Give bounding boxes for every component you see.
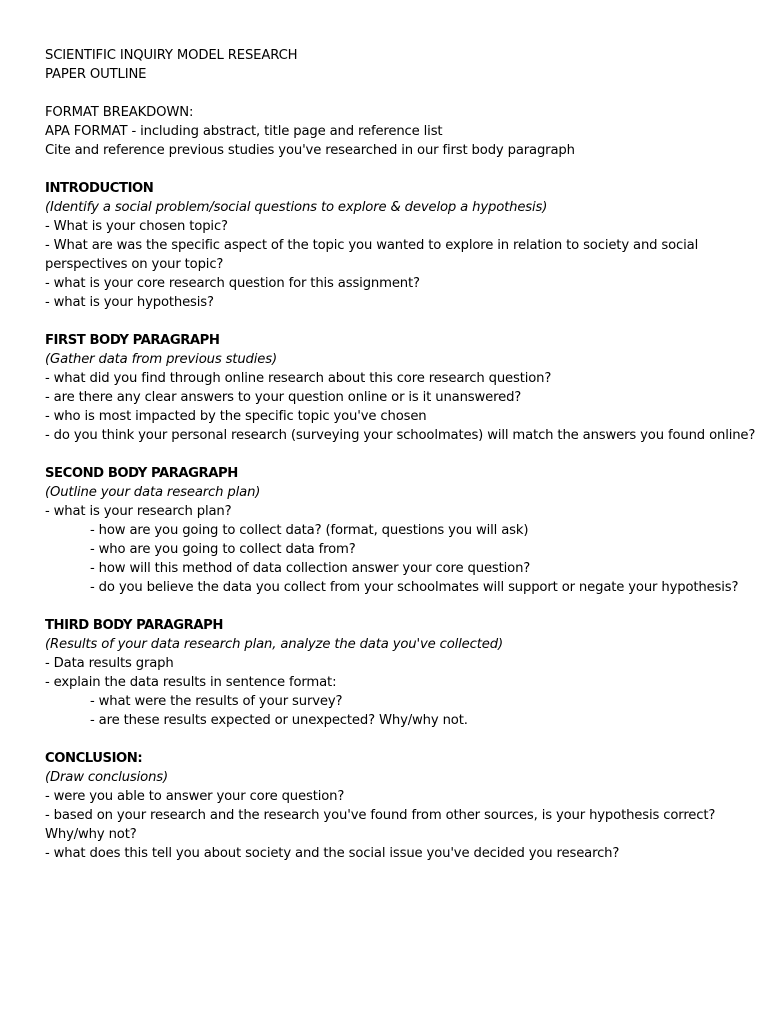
spacer [45,84,745,103]
second-body-heading: SECOND BODY PARAGRAPH [45,466,238,481]
introduction-item: - What are was the specific aspect of the topic you wanted to explore in relation to society and social perspectives on your topic? [45,238,699,272]
conclusion-item: - were you able to answer your core question? [45,789,345,804]
second-body-subitem: - who are you going to collect data from? [90,542,356,557]
format-item: APA FORMAT - including abstract, title page and reference list [45,124,443,139]
third-body-subtitle: (Results of your data research plan, analyze the data you've collected) [45,637,503,652]
first-body-section [45,331,756,445]
document-title-line-2: PAPER OUTLINE [45,67,147,82]
introduction-heading: INTRODUCTION [45,181,154,196]
introduction-subtitle: (Identify a social problem/social questions to explore & develop a hypothesis) [45,200,548,215]
format-label: FORMAT BREAKDOWN: [45,105,194,120]
introduction-item: - what is your hypothesis? [45,295,214,310]
first-body-heading: FIRST BODY PARAGRAPH [45,333,220,348]
first-body-item: - what did you find through online research about this core research question? [45,371,552,386]
third-body-item: - Data results graph [45,656,174,671]
third-body-subitem: - what were the results of your survey? [90,694,343,709]
third-body-subitem: - are these results expected or unexpected? Why/why not. [90,713,468,728]
first-body-item: - do you think your personal research (surveying your schoolmates) will match the answers you found online? [45,428,756,443]
conclusion-section [45,749,745,863]
conclusion-item: - based on your research and the research you've found from other sources, is your hypothesis correct? Why/why not? [45,808,716,842]
document-title-line-1: SCIENTIFIC INQUIRY MODEL RESEARCH [45,48,298,63]
second-body-subitem: - how are you going to collect data? (format, questions you will ask) [90,523,529,538]
introduction-section [45,179,745,312]
second-body-section [45,464,745,597]
document-page [45,46,756,863]
second-body-subtitle: (Outline your data research plan) [45,485,261,500]
format-item: Cite and reference previous studies you've researched in our first body paragraph [45,143,575,158]
conclusion-item: - what does this tell you about society and the social issue you've decided you research? [45,846,620,861]
third-body-section [45,616,745,730]
first-body-item: - who is most impacted by the specific topic you've chosen [45,409,427,424]
second-body-item: - what is your research plan? [45,504,232,519]
introduction-item: - what is your core research question for this assignment? [45,276,420,291]
introduction-item: - What is your chosen topic? [45,219,228,234]
conclusion-heading: CONCLUSION: [45,751,143,766]
second-body-subitem: - how will this method of data collection answer your core question? [90,561,531,576]
third-body-item: - explain the data results in sentence format: [45,675,337,690]
conclusion-subtitle: (Draw conclusions) [45,770,169,785]
second-body-subitem: - do you believe the data you collect from your schoolmates will support or negate your hypothesis? [90,580,739,595]
first-body-subtitle: (Gather data from previous studies) [45,352,277,367]
first-body-item: - are there any clear answers to your question online or is it unanswered? [45,390,522,405]
third-body-heading: THIRD BODY PARAGRAPH [45,618,223,633]
